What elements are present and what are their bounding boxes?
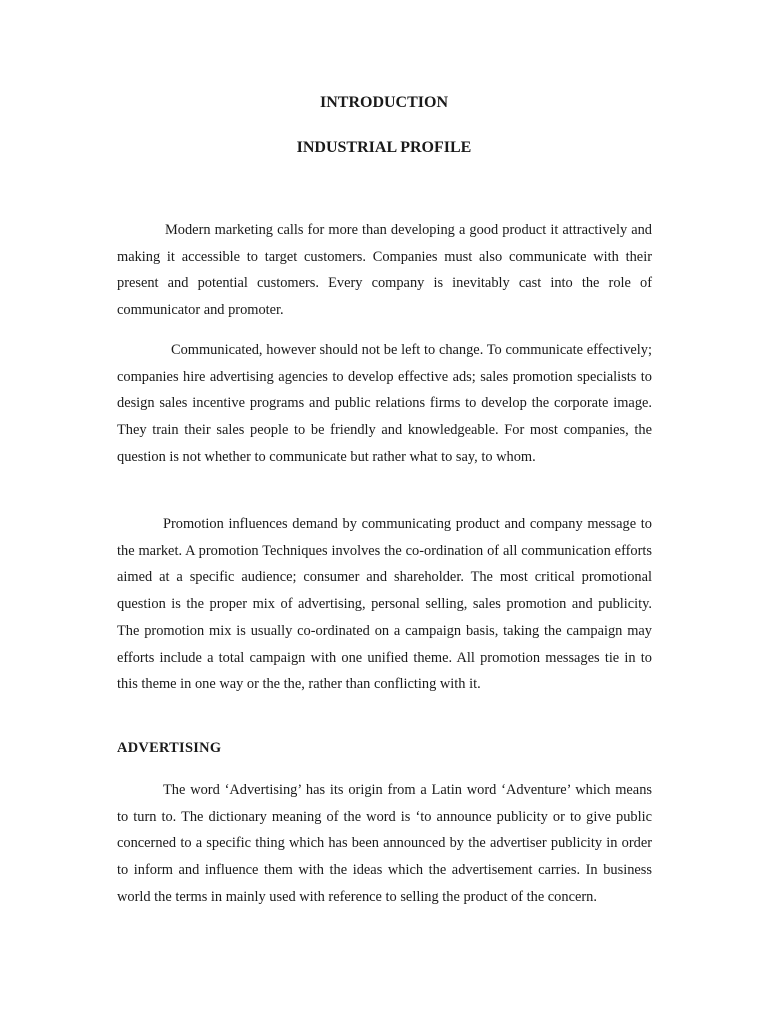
section-heading: ADVERTISING (117, 740, 222, 756)
body-paragraph: Communicated, however should not be left to change. To communicate effectively; companies hire advertising agencies to develop effective ads; sales promotion specialists to design sales incentive programs and public relations firms to develop the corporate image. They train their sales people to be friendly and knowledgeable. For most companies, the question is not whether to communicate but rather what to say, to whom. (117, 342, 652, 465)
section-paragraph: The word ‘Advertising’ has its origin from a Latin word ‘Adventure’ which means to turn to. The dictionary meaning of the word is ‘to announce publicity or to give public concerned to a specific thing which has been announced by the advertiser publicity in order to inform and influence them with the ideas which the advertisement carries. In business world the terms in mainly used with reference to selling the product of the concern. (117, 782, 652, 905)
document-subtitle: INDUSTRIAL PROFILE (296, 139, 472, 156)
body-paragraph: Promotion influences demand by communicating product and company message to the market. A promotion Techniques involves the co-ordination of all communication efforts aimed at a specific audience; consumer and shareholder. The most critical promotional question is the proper mix of advertising, personal selling, sales promotion and publicity. The promotion mix is usually co-ordinated on a campaign basis, taking the campaign may efforts include a total campaign with one unified theme. All promotion messages tie in to this theme in one way or the the, rather than conflicting with it. (117, 516, 652, 693)
document-title: INTRODUCTION (319, 94, 448, 111)
body-paragraph: Modern marketing calls for more than developing a good product it attractively and making it accessible to target customers. Companies must also communicate with their present and potential customers. Every company is inevitably cast into the role of communicator and promoter. (117, 222, 652, 319)
